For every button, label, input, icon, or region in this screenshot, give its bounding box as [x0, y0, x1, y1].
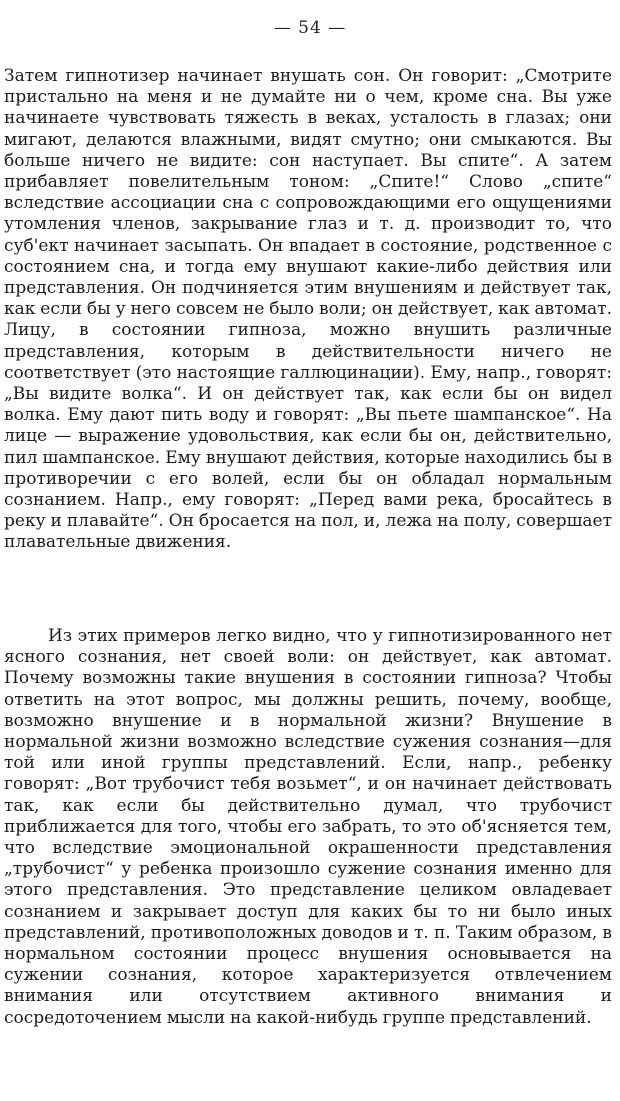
page-number: — 54 — [273, 18, 347, 38]
paragraph-2: Из этих примеров легко видно, что у гипнотизированного нет ясного сознания, нет своей воли: он действует, как автомат. Почему возможны такие внушения в состоянии гипноза? Чтобы ответить на этот вопрос, мы должны решить, почему, вообще, возможно внушение и в нормальной жизни? Внушение в нормальной жизни возможно вследствие сужения сознания—для той или иной группы представлений. Если, напр., ребенку говорят: „Вот трубочист тебя возьмет“, и он начинает действовать так, как если бы действительно думал, что трубочист приближается для того, чтобы его забрать, то это об'ясняется тем, что вследствие эмоциональной окрашенности представления „трубочист“ у ребенка произошло сужение сознания именно для этого представления. Это представление целиком овладевает сознанием и закрывает доступ для каких бы то ни было иных представлений, противоположных доводов и т. п. Таким образом, в нормальном состоянии процесс внушения основывается на сужении сознания, которое характеризуется отвлечением внимания или отсутствием активного внимания и сосредоточением мысли на какой-нибудь группе представлений. [4, 626, 612, 1028]
paragraph-1: Затем гипнотизер начинает внушать сон. Он говорит: „Смотрите пристально на меня и не думайте ни о чем, кроме сна. Вы уже начинаете чувствовать тяжесть в веках, усталость в глазах; они мигают, делаются влажными, видят смутно; они смыкаются. Вы больше ничего не видите: сон наступает. Вы спите“. А затем прибавляет повелительным тоном: „Спите!“ Слово „спите“ вследствие ассоциации сна с сопровождающими его ощущениями утомления членов, закрывание глаз и т. д. производит то, что суб'ект начинает засыпать. Он впадает в состояние, родственное с состоянием сна, и тогда ему внушают какие-либо действия или представления. Он подчиняется этим внушениям и действует так, как если бы у него совсем не было воли; он действует, как автомат. Лицу, в состоянии гипноза, можно внушить различные представления, которым в действительности ничего не соответствует (это настоящие галлюцинации). Ему, напр., говорят: „Вы видите волка“. И он действует так, как если бы он видел волка. Ему дают пить воду и говорят: „Вы пьете шампанское“. На лице — выражение удовольствия, как если бы он, действительно, пил шампанское. Ему внушают действия, которые находились бы в противоречии с его волей, если бы он обладал нормальным сознанием. Напр., ему говорят: „Перед вами река, бросайтесь в реку и плавайте“. Он бросается на пол, и, лежа на полу, совершает плавательные движения. [4, 66, 612, 553]
